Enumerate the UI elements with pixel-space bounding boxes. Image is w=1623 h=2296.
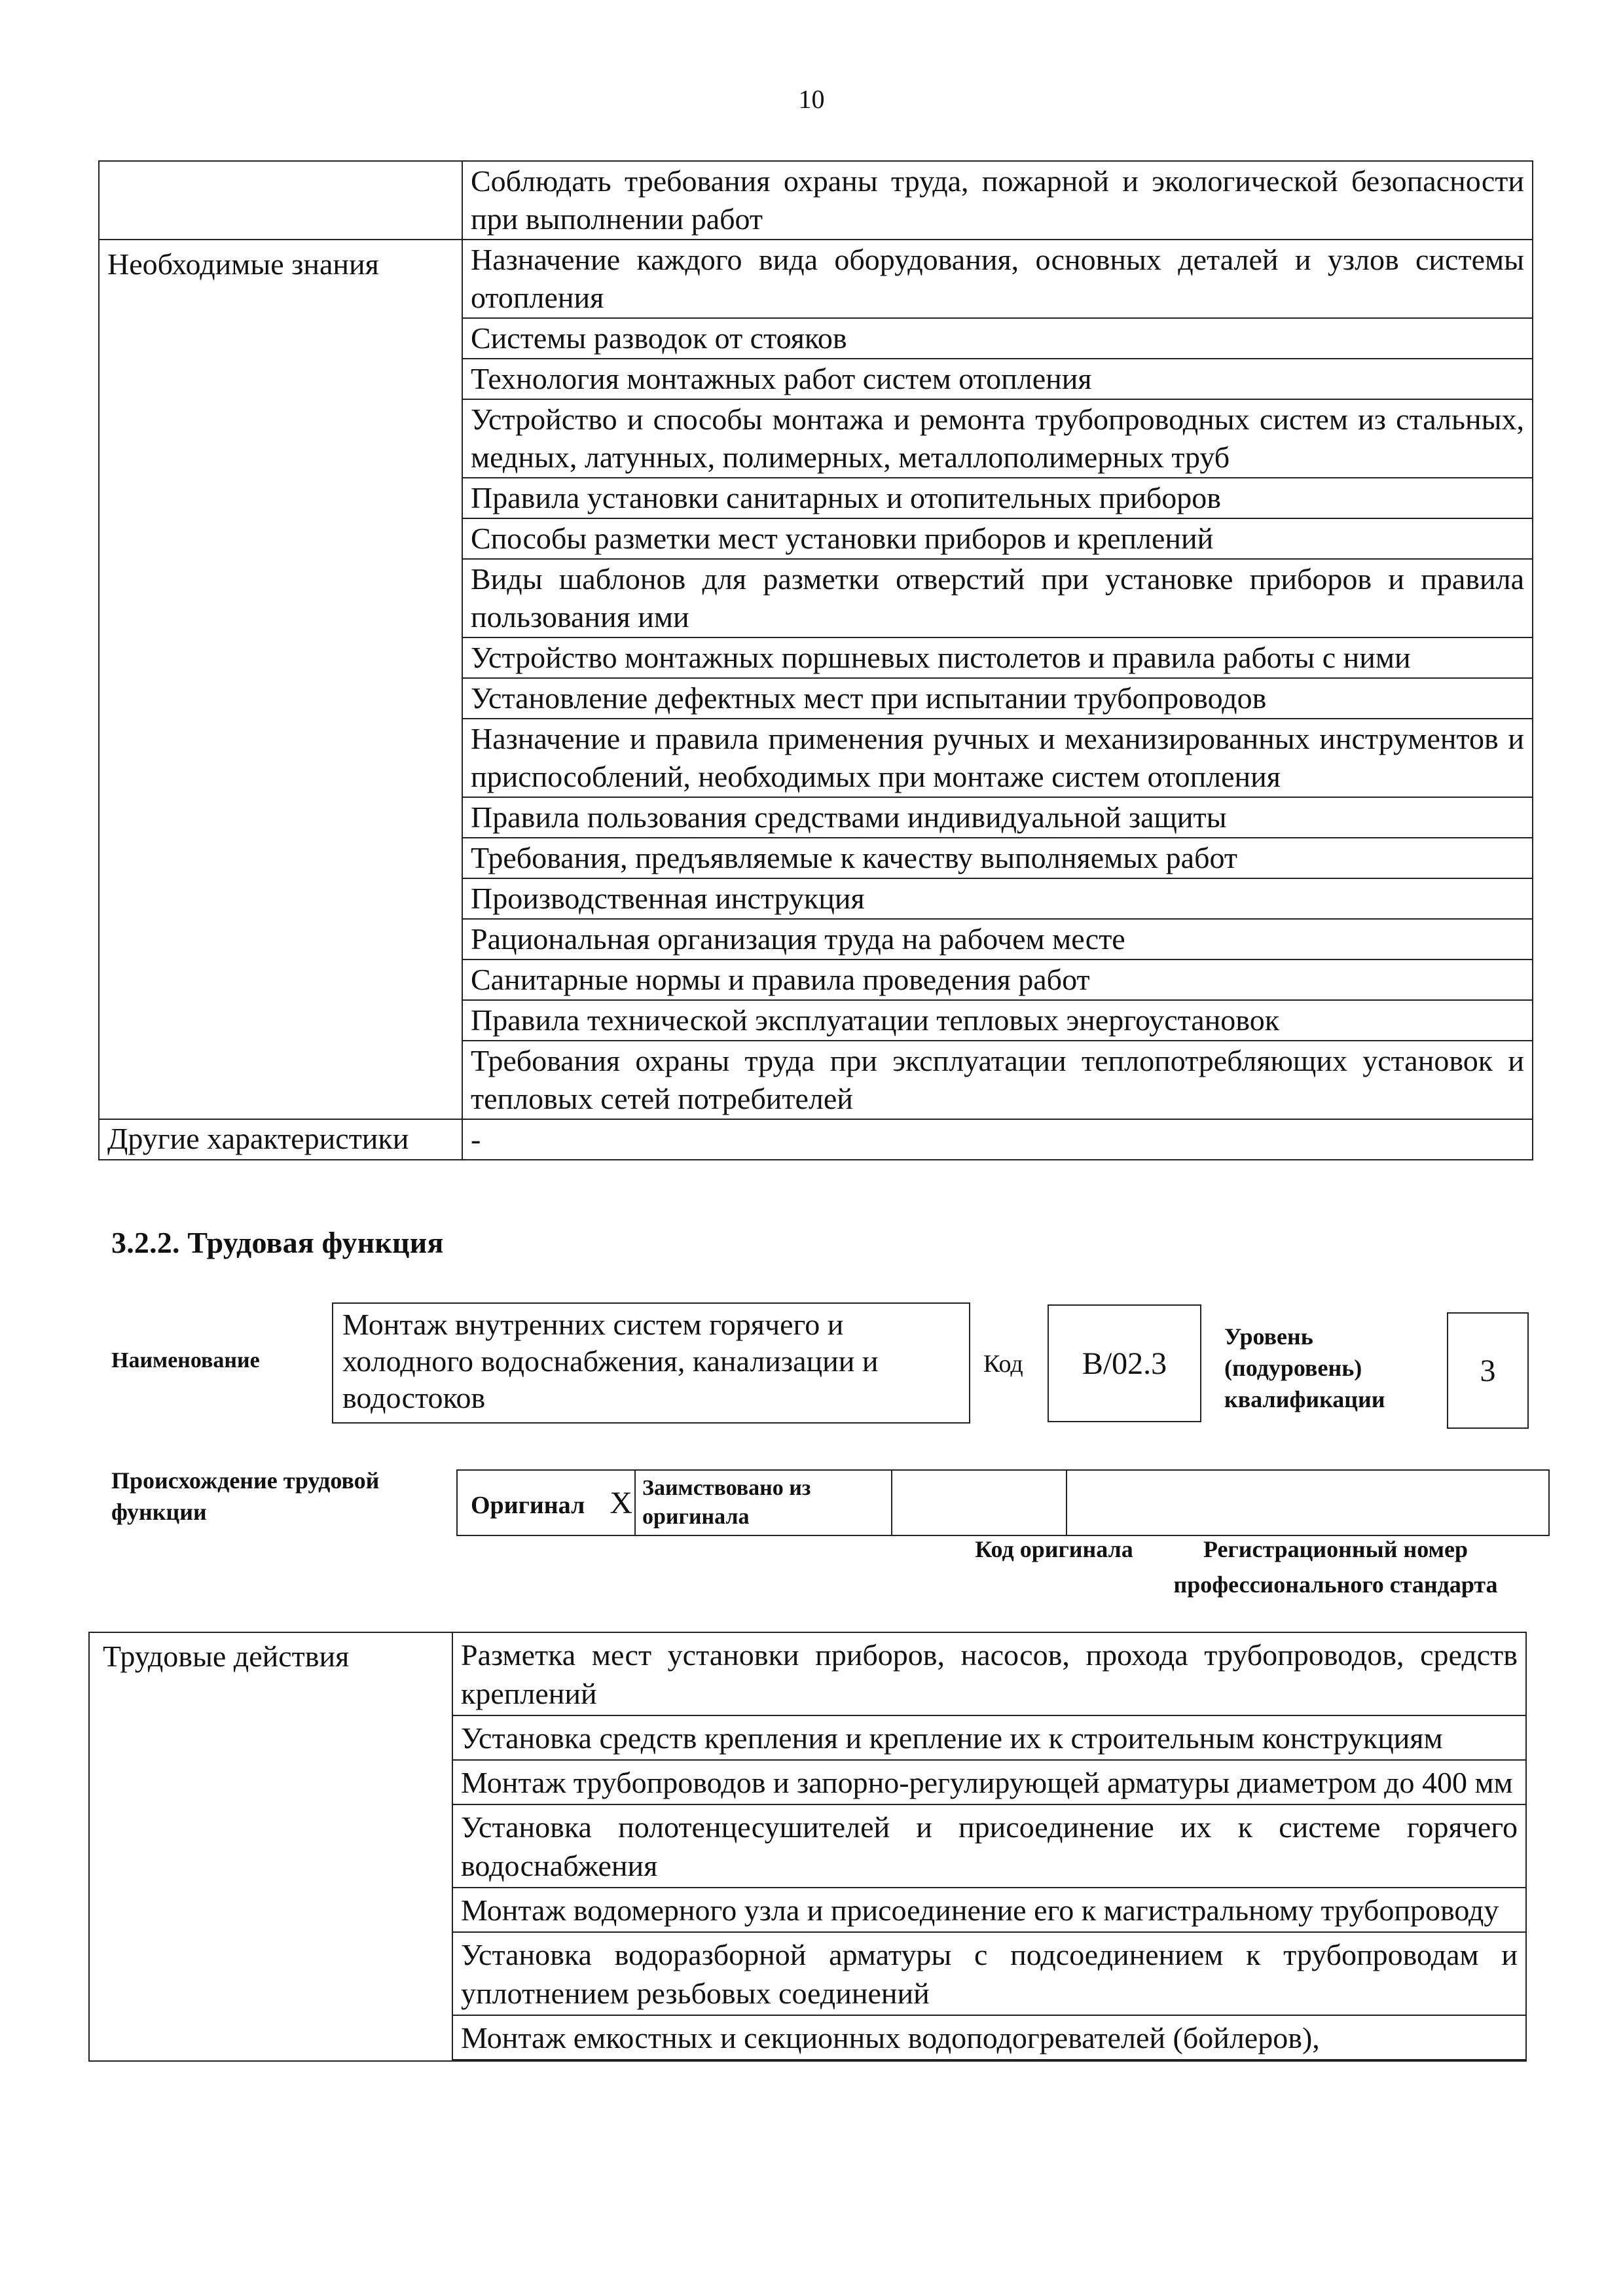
knowledge-item: Назначение каждого вида оборудования, основных деталей и узлов системы отопления <box>462 240 1533 318</box>
knowledge-item: Системы разводок от стояков <box>462 318 1533 359</box>
knowledge-item: Правила пользования средствами индивидуальной защиты <box>462 797 1533 838</box>
knowledge-item: Устройство и способы монтажа и ремонта трубопроводных систем из стальных, медных, латунных, полимерных, металлополимерных труб <box>462 399 1533 478</box>
knowledge-item: Производственная инструкция <box>462 878 1533 919</box>
action-item: Монтаж емкостных и секционных водоподогревателей (бойлеров), <box>453 2015 1525 2060</box>
table-row <box>457 1470 1549 1535</box>
actions-list <box>452 1632 1526 2061</box>
registration-number-cell <box>1067 1470 1549 1535</box>
knowledge-item: Требования охраны труда при эксплуатации теплопотребляющих установок и тепловых сетей потребителей <box>462 1041 1533 1119</box>
action-item: Установка полотенцесушителей и присоединение их к системе горячего водоснабжения <box>453 1804 1525 1887</box>
section-heading: 3.2.2. Трудовая функция <box>111 1226 444 1259</box>
name-value: Монтаж внутренних систем горячего и холодного водоснабжения, канализации и водостоков <box>332 1302 970 1424</box>
code-value: B/02.3 <box>1048 1304 1201 1422</box>
table-row <box>99 1119 1533 1160</box>
registration-caption: Регистрационный номер профессионального стандарта <box>1173 1536 1498 1598</box>
name-label: Наименование <box>111 1348 260 1372</box>
page-number: 10 <box>798 84 825 114</box>
knowledge-item: Виды шаблонов для разметки отверстий при установке приборов и правила пользования ими <box>462 559 1533 637</box>
action-item: Установка водоразборной арматуры с подсоединением к трубопроводам и уплотнением резьбовых соединений <box>453 1931 1525 2015</box>
level-label: Уровень (подуровень) квалификации <box>1224 1323 1385 1412</box>
table-row <box>99 240 1533 318</box>
knowledge-item: Рациональная организация труда на рабочем месте <box>462 919 1533 960</box>
table-row <box>99 161 1533 240</box>
level-value: 3 <box>1447 1312 1529 1429</box>
table-cell: Соблюдать требования охраны труда, пожарной и экологической безопасности при выполнении работ <box>462 161 1533 240</box>
action-item: Монтаж трубопроводов и запорно-регулирующей арматуры диаметром до 400 мм <box>453 1759 1525 1804</box>
knowledge-item: Правила технической эксплуатации тепловых энергоустановок <box>462 1000 1533 1041</box>
other-label: Другие характеристики <box>99 1119 462 1160</box>
original-cell <box>457 1470 635 1535</box>
knowledge-item: Назначение и правила применения ручных и механизированных инструментов и приспособлений, необходимых при монтаже систем отопления <box>462 719 1533 797</box>
knowledge-item: Технология монтажных работ систем отопления <box>462 359 1533 399</box>
original-label: Оригинал <box>471 1491 585 1519</box>
knowledge-item: Требования, предъявляемые к качеству выполняемых работ <box>462 838 1533 878</box>
actions-label: Трудовые действия <box>89 1632 452 2061</box>
code-caption: Код оригинала <box>975 1536 1133 1562</box>
knowledge-item: Санитарные нормы и правила проведения работ <box>462 960 1533 1000</box>
original-code-cell <box>892 1470 1067 1535</box>
knowledge-item: Устройство монтажных поршневых пистолетов и правила работы с ними <box>462 637 1533 678</box>
table-row <box>89 1632 1526 2061</box>
action-item: Разметка мест установки приборов, насосов, прохода трубопроводов, средств креплений <box>461 1638 1518 1710</box>
code-label: Код <box>983 1350 1023 1378</box>
knowledge-item: Способы разметки мест установки приборов и креплений <box>462 518 1533 559</box>
original-mark: X <box>610 1485 632 1520</box>
knowledge-table <box>98 160 1533 1160</box>
action-item: Монтаж водомерного узла и присоединение его к магистральному трубопроводу <box>453 1887 1525 1931</box>
origin-label: Происхождение трудовой функции <box>111 1467 380 1525</box>
origin-table <box>456 1469 1550 1536</box>
knowledge-item: Правила установки санитарных и отопительных приборов <box>462 478 1533 518</box>
borrowed-cell: Заимствовано из оригинала <box>635 1470 892 1535</box>
knowledge-item: Установление дефектных мест при испытании трубопроводов <box>462 678 1533 719</box>
actions-table <box>88 1632 1527 2062</box>
knowledge-label: Необходимые знания <box>99 240 462 1119</box>
action-item: Установка средств крепления и крепление их к строительным конструкциям <box>453 1715 1525 1759</box>
other-value: - <box>462 1119 1533 1160</box>
empty-label-cell <box>99 161 462 240</box>
